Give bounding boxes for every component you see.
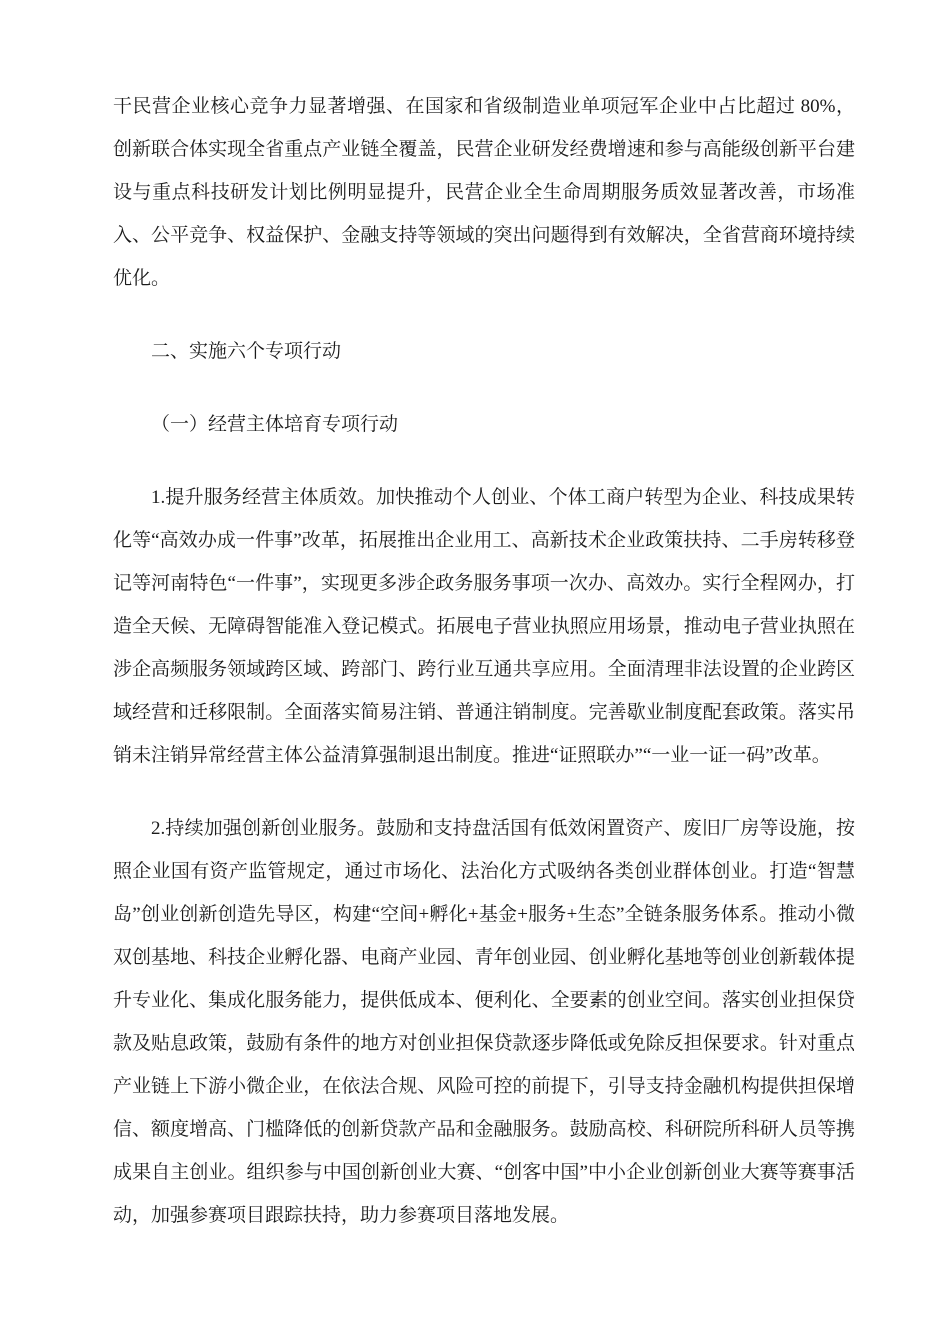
numbered-paragraph-1: 1.提升服务经营主体质效。加快推动个人创业、个体工商户转型为企业、科技成果转化等“高效办成一件事”改革，拓展推出企业用工、高新技术企业政策扶持、二手房转移登记等河南特色“一件事”，实现更多涉企政务服务事项一次办、高效办。实行全程网办，打造全天候、无障碍智能准入登记模式。拓展电子营业执照应用场景，推动电子营业执照在涉企高频服务领域跨区域、跨部门、跨行业互通共享应用。全面清理非法设置的企业跨区域经营和迁移限制。全面落实简易注销、普通注销制度。完善歇业制度配套政策。落实吊销未注销异常经营主体公益清算强制退出制度。推进“证照联办”“一业一证一码”改革。 bbox=[113, 487, 855, 766]
intro-paragraph: 干民营企业核心竞争力显著增强、在国家和省级制造业单项冠军企业中占比超过 80%，创新联合体实现全省重点产业链全覆盖，民营企业研发经费增速和参与高能级创新平台建设与重点科技研发计划比例明显提升，民营企业全生命周期服务质效显著改善，市场准入、公平竞争、权益保护、金融支持等领域的突出问题得到有效解决，全省营商环境持续优化。 bbox=[113, 96, 855, 289]
subsection-heading: （一）经营主体培育专项行动 bbox=[151, 414, 399, 435]
section-heading: 二、实施六个专项行动 bbox=[151, 341, 342, 362]
numbered-paragraph-2: 2.持续加强创新创业服务。鼓励和支持盘活国有低效闲置资产、废旧厂房等设施，按照企业国有资产监管规定，通过市场化、法治化方式吸纳各类创业群体创业。打造“智慧岛”创业创新创造先导区，构建“空间+孵化+基金+服务+生态”全链条服务体系。推动小微双创基地、科技企业孵化器、电商产业园、青年创业园、创业孵化基地等创业创新载体提升专业化、集成化服务能力，提供低成本、便利化、全要素的创业空间。落实创业担保贷款及贴息政策，鼓励有条件的地方对创业担保贷款逐步降低或免除反担保要求。针对重点产业链上下游小微企业，在依法合规、风险可控的前提下，引导支持金融机构提供担保增信、额度增高、门槛降低的创新贷款产品和金融服务。鼓励高校、科研院所科研人员等携成果自主创业。组织参与中国创新创业大赛、“创客中国”中小企业创新创业大赛等赛事活动，加强参赛项目跟踪扶持，助力参赛项目落地发展。 bbox=[113, 818, 855, 1226]
